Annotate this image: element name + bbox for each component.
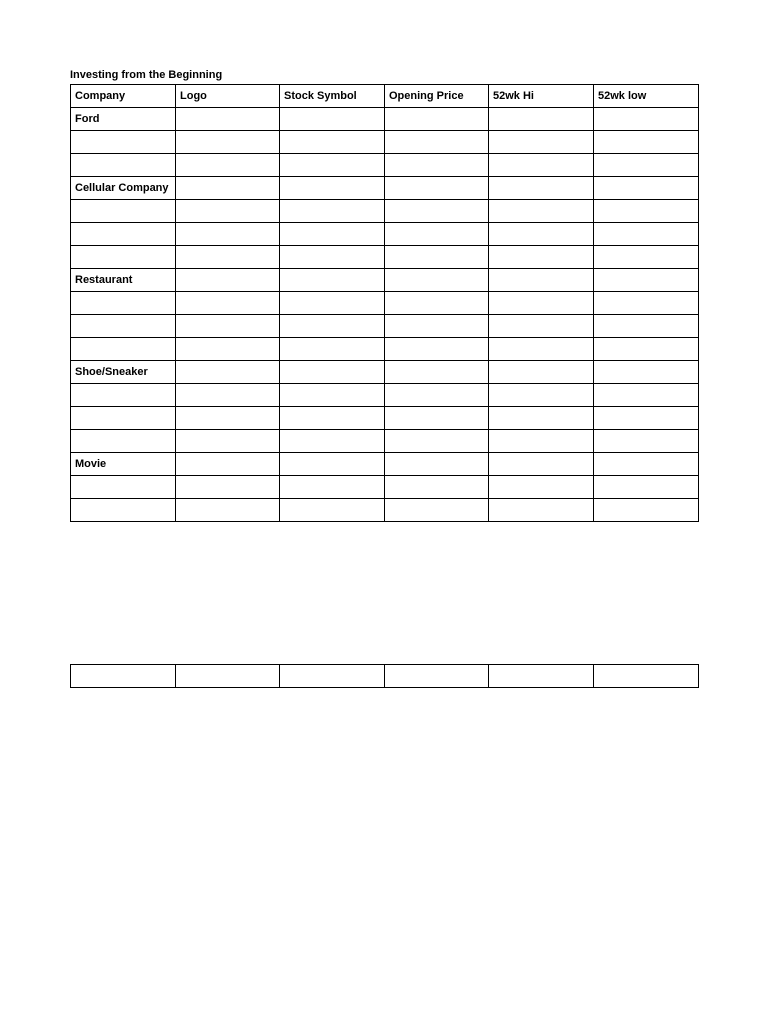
table-cell[interactable]: [594, 453, 699, 476]
table-cell[interactable]: [176, 223, 280, 246]
table-cell[interactable]: Cellular Company: [71, 177, 176, 200]
table-header-row: [71, 85, 699, 108]
table-row: [71, 200, 699, 223]
table-cell[interactable]: [594, 315, 699, 338]
table-cell[interactable]: [176, 407, 280, 430]
table-cell[interactable]: [280, 361, 385, 384]
table-cell[interactable]: [594, 223, 699, 246]
table-cell[interactable]: [489, 292, 594, 315]
table-cell[interactable]: [385, 430, 489, 453]
table-cell[interactable]: [385, 200, 489, 223]
table-row: [71, 361, 699, 384]
table-cell[interactable]: [71, 246, 176, 269]
table-row: [71, 154, 699, 177]
table-cell[interactable]: [176, 177, 280, 200]
table-cell[interactable]: [385, 269, 489, 292]
table-body: [71, 108, 699, 522]
table-cell[interactable]: [71, 430, 176, 453]
table-cell[interactable]: [176, 108, 280, 131]
table-cell[interactable]: [489, 476, 594, 499]
table-cell[interactable]: [594, 384, 699, 407]
table-cell[interactable]: Ford: [71, 108, 176, 131]
table-cell[interactable]: [71, 200, 176, 223]
table-cell[interactable]: [594, 292, 699, 315]
table-cell[interactable]: [489, 665, 594, 688]
table-cell[interactable]: [71, 476, 176, 499]
table-cell[interactable]: Movie: [71, 453, 176, 476]
table-cell[interactable]: [71, 384, 176, 407]
table-cell[interactable]: [594, 407, 699, 430]
table-cell[interactable]: [385, 154, 489, 177]
table-cell[interactable]: [594, 476, 699, 499]
table-cell[interactable]: [489, 499, 594, 522]
table-cell[interactable]: [176, 246, 280, 269]
table-cell[interactable]: [71, 665, 176, 688]
table-cell[interactable]: [489, 453, 594, 476]
table-cell[interactable]: [176, 269, 280, 292]
table-cell[interactable]: [176, 361, 280, 384]
table-cell[interactable]: [385, 223, 489, 246]
table-row: [71, 665, 699, 688]
table-cell[interactable]: [280, 384, 385, 407]
table-cell[interactable]: [594, 499, 699, 522]
table-cell[interactable]: [489, 108, 594, 131]
table-cell[interactable]: [71, 223, 176, 246]
header-opening-price: Opening Price: [385, 85, 489, 108]
table-cell[interactable]: [385, 177, 489, 200]
table-cell[interactable]: [176, 338, 280, 361]
table-cell[interactable]: [594, 430, 699, 453]
header-stock-symbol: Stock Symbol: [280, 85, 385, 108]
table-row: [71, 338, 699, 361]
table-row: [71, 246, 699, 269]
table-cell[interactable]: [594, 154, 699, 177]
table-cell[interactable]: [176, 430, 280, 453]
table-cell[interactable]: [489, 200, 594, 223]
table-cell[interactable]: [71, 338, 176, 361]
table-row: [71, 269, 699, 292]
table-row: [71, 177, 699, 200]
table-cell[interactable]: [385, 384, 489, 407]
table-cell[interactable]: Restaurant: [71, 269, 176, 292]
table-cell[interactable]: [385, 499, 489, 522]
table-cell[interactable]: [489, 154, 594, 177]
header-52wk-low: 52wk low: [594, 85, 699, 108]
table-row: [71, 453, 699, 476]
table-cell[interactable]: [280, 177, 385, 200]
table-row: [71, 108, 699, 131]
table-cell[interactable]: [489, 131, 594, 154]
table-cell[interactable]: [385, 476, 489, 499]
table-cell[interactable]: [489, 361, 594, 384]
table-cell[interactable]: [280, 315, 385, 338]
table-cell[interactable]: [71, 315, 176, 338]
table-cell[interactable]: [489, 315, 594, 338]
table-cell[interactable]: [594, 108, 699, 131]
table-cell[interactable]: [594, 269, 699, 292]
table-cell[interactable]: [385, 665, 489, 688]
table-cell[interactable]: [71, 499, 176, 522]
table-cell[interactable]: [71, 407, 176, 430]
table-cell[interactable]: [385, 108, 489, 131]
table-cell[interactable]: [489, 384, 594, 407]
table-row: [71, 315, 699, 338]
table-cell[interactable]: [489, 338, 594, 361]
table-cell[interactable]: [385, 246, 489, 269]
table-cell[interactable]: [71, 292, 176, 315]
table-cell[interactable]: [385, 338, 489, 361]
table-cell[interactable]: [385, 292, 489, 315]
bottom-table-body: [71, 665, 699, 688]
table-cell[interactable]: [176, 131, 280, 154]
table-cell[interactable]: [385, 315, 489, 338]
table-cell[interactable]: [176, 499, 280, 522]
table-cell[interactable]: [489, 223, 594, 246]
table-row: [71, 499, 699, 522]
table-cell[interactable]: [176, 476, 280, 499]
table-cell[interactable]: [176, 154, 280, 177]
table-cell[interactable]: [594, 665, 699, 688]
table-cell[interactable]: [280, 338, 385, 361]
table-cell[interactable]: [385, 407, 489, 430]
table-cell[interactable]: [385, 361, 489, 384]
table-cell[interactable]: [280, 269, 385, 292]
document-title: Investing from the Beginning: [70, 69, 223, 81]
table-cell[interactable]: [489, 430, 594, 453]
table-row: [71, 476, 699, 499]
table-cell[interactable]: [280, 246, 385, 269]
table-cell[interactable]: [71, 131, 176, 154]
table-cell[interactable]: Shoe/Sneaker: [71, 361, 176, 384]
table-row: [71, 384, 699, 407]
table-cell[interactable]: [280, 131, 385, 154]
header-52wk-hi: 52wk Hi: [489, 85, 594, 108]
table-cell[interactable]: [280, 292, 385, 315]
table-cell[interactable]: [280, 108, 385, 131]
table-cell[interactable]: [489, 177, 594, 200]
table-cell[interactable]: [594, 246, 699, 269]
table-cell[interactable]: [176, 665, 280, 688]
table-cell[interactable]: [280, 499, 385, 522]
table-cell[interactable]: [385, 453, 489, 476]
header-company: Company: [71, 85, 176, 108]
header-logo: Logo: [176, 85, 280, 108]
table-cell[interactable]: [489, 269, 594, 292]
table-cell[interactable]: [280, 453, 385, 476]
table-cell[interactable]: [280, 200, 385, 223]
table-cell[interactable]: [594, 177, 699, 200]
table-cell[interactable]: [594, 131, 699, 154]
table-cell[interactable]: [489, 407, 594, 430]
investment-table: [70, 84, 699, 522]
table-cell[interactable]: [594, 361, 699, 384]
table-cell[interactable]: [280, 665, 385, 688]
table-cell[interactable]: [176, 200, 280, 223]
table-row: [71, 131, 699, 154]
table-row: [71, 223, 699, 246]
table-cell[interactable]: [280, 407, 385, 430]
table-cell[interactable]: [594, 200, 699, 223]
table-cell[interactable]: [489, 246, 594, 269]
table-cell[interactable]: [280, 476, 385, 499]
table-cell[interactable]: [176, 453, 280, 476]
table-row: [71, 430, 699, 453]
table-row: [71, 407, 699, 430]
table-cell[interactable]: [176, 315, 280, 338]
table-cell[interactable]: [280, 223, 385, 246]
table-cell[interactable]: [280, 430, 385, 453]
table-cell[interactable]: [594, 338, 699, 361]
table-row: [71, 292, 699, 315]
table-cell[interactable]: [176, 292, 280, 315]
table-cell[interactable]: [280, 154, 385, 177]
table-cell[interactable]: [385, 131, 489, 154]
table-cell[interactable]: [71, 154, 176, 177]
bottom-table: [70, 664, 699, 688]
table-cell[interactable]: [176, 384, 280, 407]
